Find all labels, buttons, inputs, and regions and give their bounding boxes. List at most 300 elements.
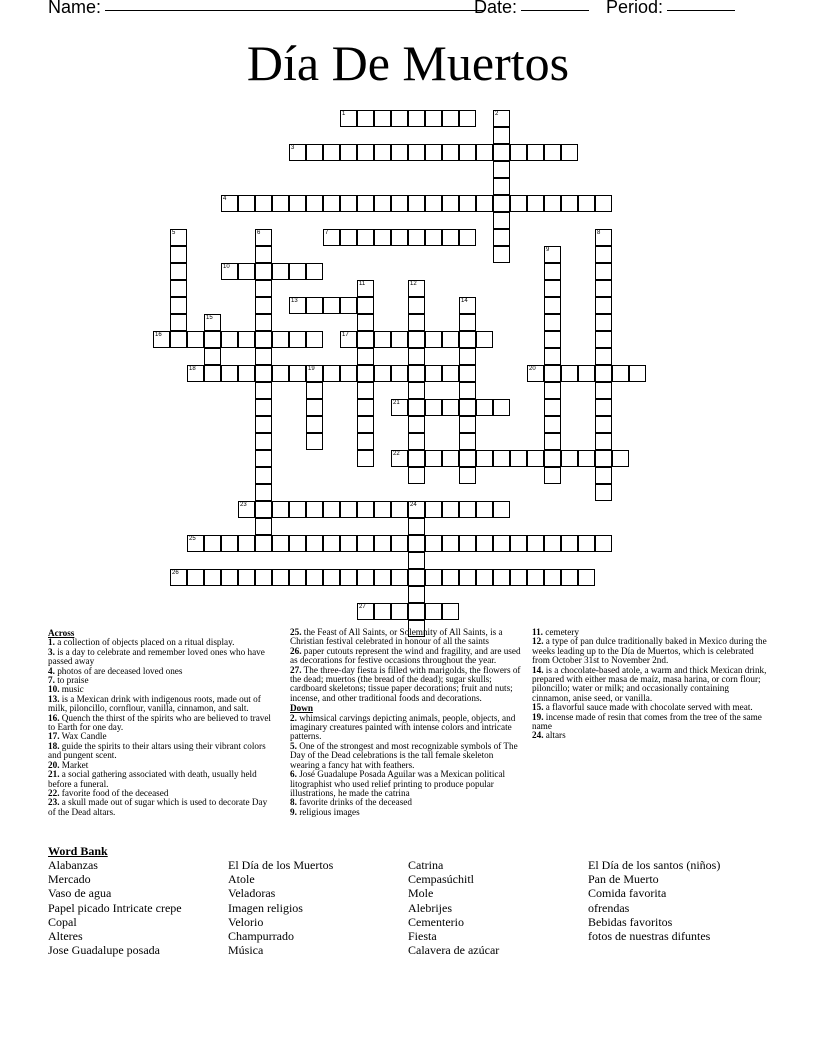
grid-cell[interactable] [561, 365, 578, 382]
grid-cell[interactable] [595, 348, 612, 365]
grid-cell[interactable] [595, 382, 612, 399]
grid-cell[interactable] [170, 280, 187, 297]
grid-cell[interactable] [408, 569, 425, 586]
grid-cell[interactable] [221, 195, 238, 212]
grid-cell[interactable] [357, 297, 374, 314]
grid-cell[interactable] [306, 263, 323, 280]
grid-cell[interactable] [493, 127, 510, 144]
grid-cell[interactable] [595, 484, 612, 501]
grid-cell[interactable] [544, 331, 561, 348]
grid-cell[interactable] [544, 263, 561, 280]
grid-cell[interactable] [544, 467, 561, 484]
grid-cell[interactable] [493, 212, 510, 229]
grid-cell[interactable] [595, 314, 612, 331]
grid-cell[interactable] [595, 280, 612, 297]
grid-cell[interactable] [306, 416, 323, 433]
grid-cell[interactable] [374, 110, 391, 127]
grid-cell[interactable] [425, 535, 442, 552]
grid-cell[interactable] [544, 144, 561, 161]
grid-cell[interactable] [476, 535, 493, 552]
grid-cell[interactable] [221, 365, 238, 382]
grid-cell[interactable] [272, 535, 289, 552]
grid-cell[interactable] [272, 195, 289, 212]
grid-cell[interactable] [204, 314, 221, 331]
grid-cell[interactable] [221, 535, 238, 552]
grid-cell[interactable] [391, 229, 408, 246]
grid-cell[interactable] [595, 467, 612, 484]
grid-cell[interactable] [561, 450, 578, 467]
grid-cell[interactable] [374, 229, 391, 246]
grid-cell[interactable] [170, 229, 187, 246]
grid-cell[interactable] [408, 501, 425, 518]
grid-cell[interactable] [255, 382, 272, 399]
grid-cell[interactable] [357, 229, 374, 246]
grid-cell[interactable] [459, 348, 476, 365]
grid-cell[interactable] [527, 569, 544, 586]
grid-cell[interactable] [442, 144, 459, 161]
grid-cell[interactable] [578, 195, 595, 212]
grid-cell[interactable] [510, 569, 527, 586]
grid-cell[interactable] [476, 569, 493, 586]
grid-cell[interactable] [493, 569, 510, 586]
grid-cell[interactable] [425, 603, 442, 620]
grid-cell[interactable] [374, 331, 391, 348]
grid-cell[interactable] [408, 450, 425, 467]
grid-cell[interactable] [612, 450, 629, 467]
grid-cell[interactable] [544, 535, 561, 552]
grid-cell[interactable] [595, 433, 612, 450]
word-bank-item: Fiesta [408, 929, 437, 944]
grid-cell[interactable] [595, 263, 612, 280]
grid-cell[interactable] [408, 586, 425, 603]
grid-cell[interactable] [255, 280, 272, 297]
grid-cell[interactable] [340, 569, 357, 586]
grid-cell[interactable] [425, 229, 442, 246]
grid-cell[interactable] [527, 195, 544, 212]
grid-cell[interactable] [408, 365, 425, 382]
clue-item [48, 798, 276, 817]
grid-cell[interactable] [357, 433, 374, 450]
grid-cell[interactable] [255, 450, 272, 467]
grid-cell[interactable] [306, 144, 323, 161]
grid-cell[interactable] [612, 365, 629, 382]
grid-cell[interactable] [578, 365, 595, 382]
clue-item [290, 647, 524, 666]
grid-cell[interactable] [289, 144, 306, 161]
grid-cell[interactable] [374, 144, 391, 161]
grid-cell[interactable] [459, 195, 476, 212]
grid-cell[interactable] [544, 246, 561, 263]
grid-cell[interactable] [306, 297, 323, 314]
grid-cell[interactable] [255, 348, 272, 365]
grid-cell[interactable] [544, 195, 561, 212]
grid-cell[interactable] [238, 195, 255, 212]
grid-cell[interactable] [357, 280, 374, 297]
grid-cell[interactable] [374, 195, 391, 212]
grid-cell[interactable] [357, 195, 374, 212]
grid-cell[interactable] [255, 314, 272, 331]
grid-cell[interactable] [357, 110, 374, 127]
grid-cell[interactable] [408, 433, 425, 450]
grid-cell[interactable] [510, 450, 527, 467]
grid-cell[interactable] [170, 314, 187, 331]
grid-cell[interactable] [306, 569, 323, 586]
grid-cell[interactable] [561, 195, 578, 212]
grid-cell[interactable] [408, 603, 425, 620]
grid-cell[interactable] [374, 501, 391, 518]
grid-cell[interactable] [340, 195, 357, 212]
grid-cell[interactable] [204, 348, 221, 365]
grid-cell[interactable] [204, 331, 221, 348]
grid-cell[interactable] [221, 569, 238, 586]
grid-cell[interactable] [289, 297, 306, 314]
grid-cell[interactable] [527, 365, 544, 382]
grid-cell[interactable] [476, 399, 493, 416]
grid-cell[interactable] [272, 365, 289, 382]
grid-cell[interactable] [595, 297, 612, 314]
grid-cell[interactable] [510, 535, 527, 552]
grid-cell[interactable] [221, 263, 238, 280]
grid-cell[interactable] [255, 399, 272, 416]
grid-cell[interactable] [544, 280, 561, 297]
grid-cell[interactable] [459, 382, 476, 399]
grid-cell[interactable] [357, 399, 374, 416]
grid-cell[interactable] [493, 399, 510, 416]
grid-cell[interactable] [425, 331, 442, 348]
grid-cell[interactable] [255, 365, 272, 382]
grid-cell[interactable] [544, 365, 561, 382]
grid-cell[interactable] [170, 297, 187, 314]
grid-cell[interactable] [272, 501, 289, 518]
grid-cell[interactable] [289, 365, 306, 382]
grid-cell[interactable] [391, 365, 408, 382]
grid-cell[interactable] [442, 110, 459, 127]
grid-cell[interactable] [408, 297, 425, 314]
grid-cell[interactable] [391, 535, 408, 552]
grid-cell[interactable] [408, 552, 425, 569]
grid-cell[interactable] [255, 433, 272, 450]
grid-cell[interactable] [408, 229, 425, 246]
grid-cell[interactable] [527, 535, 544, 552]
grid-cell[interactable] [238, 501, 255, 518]
grid-cell[interactable] [306, 331, 323, 348]
grid-cell[interactable] [306, 365, 323, 382]
grid-cell[interactable] [391, 501, 408, 518]
clue-text: Wax Candle [59, 731, 107, 742]
grid-cell[interactable] [561, 144, 578, 161]
grid-cell[interactable] [595, 246, 612, 263]
grid-cell[interactable] [493, 161, 510, 178]
grid-cell[interactable] [408, 110, 425, 127]
grid-cell[interactable] [459, 331, 476, 348]
grid-cell[interactable] [476, 501, 493, 518]
grid-cell[interactable] [544, 348, 561, 365]
grid-cell[interactable] [170, 331, 187, 348]
grid-cell[interactable] [442, 501, 459, 518]
grid-cell[interactable] [425, 110, 442, 127]
clue-number: 16 [155, 332, 162, 338]
grid-cell[interactable] [204, 535, 221, 552]
grid-cell[interactable] [493, 501, 510, 518]
grid-cell[interactable] [357, 569, 374, 586]
grid-cell[interactable] [187, 331, 204, 348]
grid-cell[interactable] [340, 501, 357, 518]
grid-cell[interactable] [323, 535, 340, 552]
grid-cell[interactable] [459, 314, 476, 331]
grid-cell[interactable] [408, 416, 425, 433]
grid-cell[interactable] [357, 382, 374, 399]
grid-cell[interactable] [425, 399, 442, 416]
grid-cell[interactable] [595, 535, 612, 552]
grid-cell[interactable] [357, 450, 374, 467]
grid-cell[interactable] [476, 450, 493, 467]
grid-cell[interactable] [204, 569, 221, 586]
grid-cell[interactable] [408, 314, 425, 331]
grid-cell[interactable] [595, 195, 612, 212]
grid-cell[interactable] [391, 331, 408, 348]
grid-cell[interactable] [238, 535, 255, 552]
grid-cell[interactable] [357, 144, 374, 161]
grid-cell[interactable] [357, 535, 374, 552]
grid-cell[interactable] [595, 416, 612, 433]
grid-cell[interactable] [255, 297, 272, 314]
grid-cell[interactable] [255, 229, 272, 246]
grid-cell[interactable] [255, 535, 272, 552]
grid-cell[interactable] [459, 501, 476, 518]
name-label: Name: [48, 0, 102, 17]
grid-cell[interactable] [493, 144, 510, 161]
grid-cell[interactable] [340, 297, 357, 314]
grid-cell[interactable] [306, 382, 323, 399]
grid-cell[interactable] [561, 569, 578, 586]
grid-cell[interactable] [595, 331, 612, 348]
grid-cell[interactable] [442, 535, 459, 552]
grid-cell[interactable] [459, 467, 476, 484]
grid-cell[interactable] [442, 365, 459, 382]
grid-cell[interactable] [442, 450, 459, 467]
grid-cell[interactable] [153, 331, 170, 348]
grid-cell[interactable] [238, 569, 255, 586]
grid-cell[interactable] [323, 365, 340, 382]
grid-cell[interactable] [408, 331, 425, 348]
grid-cell[interactable] [493, 450, 510, 467]
grid-cell[interactable] [374, 535, 391, 552]
grid-cell[interactable] [357, 416, 374, 433]
grid-cell[interactable] [289, 501, 306, 518]
grid-cell[interactable] [544, 416, 561, 433]
grid-cell[interactable] [391, 195, 408, 212]
grid-cell[interactable] [544, 382, 561, 399]
grid-cell[interactable] [544, 450, 561, 467]
grid-cell[interactable] [289, 195, 306, 212]
grid-cell[interactable] [425, 144, 442, 161]
grid-cell[interactable] [629, 365, 646, 382]
grid-cell[interactable] [442, 331, 459, 348]
grid-cell[interactable] [408, 144, 425, 161]
grid-cell[interactable] [442, 603, 459, 620]
grid-cell[interactable] [408, 280, 425, 297]
clue-text: a collection of objects placed on a ritual display. [54, 637, 235, 648]
grid-cell[interactable] [357, 501, 374, 518]
grid-cell[interactable] [544, 433, 561, 450]
grid-cell[interactable] [544, 297, 561, 314]
grid-cell[interactable] [510, 195, 527, 212]
grid-cell[interactable] [255, 195, 272, 212]
grid-cell[interactable] [442, 569, 459, 586]
grid-cell[interactable] [170, 246, 187, 263]
grid-cell[interactable] [238, 331, 255, 348]
grid-cell[interactable] [255, 569, 272, 586]
grid-cell[interactable] [255, 467, 272, 484]
grid-cell[interactable] [527, 144, 544, 161]
grid-cell[interactable] [527, 450, 544, 467]
grid-cell[interactable] [476, 144, 493, 161]
clue-number: 20 [529, 366, 536, 372]
grid-cell[interactable] [391, 399, 408, 416]
grid-cell[interactable] [357, 331, 374, 348]
grid-cell[interactable] [561, 535, 578, 552]
grid-cell[interactable] [459, 416, 476, 433]
grid-cell[interactable] [170, 263, 187, 280]
grid-cell[interactable] [459, 144, 476, 161]
grid-cell[interactable] [340, 535, 357, 552]
grid-cell[interactable] [272, 569, 289, 586]
grid-cell[interactable] [187, 569, 204, 586]
grid-cell[interactable] [459, 297, 476, 314]
grid-cell[interactable] [289, 535, 306, 552]
grid-cell[interactable] [442, 229, 459, 246]
grid-cell[interactable] [459, 535, 476, 552]
grid-cell[interactable] [459, 569, 476, 586]
grid-cell[interactable] [408, 348, 425, 365]
grid-cell[interactable] [459, 433, 476, 450]
grid-cell[interactable] [578, 569, 595, 586]
grid-cell[interactable] [323, 229, 340, 246]
grid-cell[interactable] [408, 535, 425, 552]
grid-cell[interactable] [391, 569, 408, 586]
grid-cell[interactable] [340, 331, 357, 348]
grid-cell[interactable] [221, 331, 238, 348]
grid-cell[interactable] [459, 450, 476, 467]
grid-cell[interactable] [391, 603, 408, 620]
grid-cell[interactable] [425, 195, 442, 212]
grid-cell[interactable] [425, 365, 442, 382]
grid-cell[interactable] [289, 331, 306, 348]
grid-cell[interactable] [493, 246, 510, 263]
grid-cell[interactable] [391, 450, 408, 467]
grid-cell[interactable] [306, 535, 323, 552]
grid-cell[interactable] [408, 382, 425, 399]
grid-cell[interactable] [255, 331, 272, 348]
grid-cell[interactable] [408, 467, 425, 484]
grid-cell[interactable] [391, 144, 408, 161]
grid-cell[interactable] [323, 297, 340, 314]
grid-cell[interactable] [357, 365, 374, 382]
grid-cell[interactable] [493, 195, 510, 212]
grid-cell[interactable] [442, 195, 459, 212]
grid-cell[interactable] [187, 365, 204, 382]
grid-cell[interactable] [306, 195, 323, 212]
grid-cell[interactable] [578, 450, 595, 467]
grid-cell[interactable] [595, 229, 612, 246]
grid-cell[interactable] [408, 195, 425, 212]
grid-cell[interactable] [425, 569, 442, 586]
grid-cell[interactable] [272, 263, 289, 280]
grid-cell[interactable] [323, 195, 340, 212]
grid-cell[interactable] [391, 110, 408, 127]
clue-number-label: 14. [532, 664, 544, 675]
grid-cell[interactable] [255, 263, 272, 280]
grid-cell[interactable] [255, 484, 272, 501]
grid-cell[interactable] [544, 569, 561, 586]
grid-cell[interactable] [459, 229, 476, 246]
grid-cell[interactable] [255, 518, 272, 535]
grid-cell[interactable] [595, 365, 612, 382]
grid-cell[interactable] [289, 263, 306, 280]
grid-cell[interactable] [459, 365, 476, 382]
grid-cell[interactable] [323, 501, 340, 518]
grid-cell[interactable] [306, 433, 323, 450]
clue-number-label: 27. [290, 664, 302, 675]
grid-cell[interactable] [476, 331, 493, 348]
grid-cell[interactable] [323, 569, 340, 586]
grid-cell[interactable] [595, 399, 612, 416]
grid-cell[interactable] [255, 501, 272, 518]
grid-cell[interactable] [544, 314, 561, 331]
grid-cell[interactable] [408, 518, 425, 535]
grid-cell[interactable] [510, 144, 527, 161]
grid-cell[interactable] [357, 314, 374, 331]
grid-cell[interactable] [459, 399, 476, 416]
clue-text: to praise [54, 675, 89, 686]
grid-cell[interactable] [238, 365, 255, 382]
grid-cell[interactable] [493, 229, 510, 246]
grid-cell[interactable] [374, 569, 391, 586]
grid-cell[interactable] [306, 399, 323, 416]
grid-cell[interactable] [374, 365, 391, 382]
grid-cell[interactable] [476, 195, 493, 212]
grid-cell[interactable] [170, 569, 187, 586]
grid-cell[interactable] [323, 144, 340, 161]
grid-cell[interactable] [340, 144, 357, 161]
grid-cell[interactable] [204, 365, 221, 382]
grid-cell[interactable] [374, 603, 391, 620]
grid-cell[interactable] [340, 365, 357, 382]
grid-cell[interactable] [340, 229, 357, 246]
grid-cell[interactable] [442, 399, 459, 416]
grid-cell[interactable] [272, 331, 289, 348]
grid-cell[interactable] [306, 501, 323, 518]
grid-cell[interactable] [578, 535, 595, 552]
grid-cell[interactable] [357, 348, 374, 365]
grid-cell[interactable] [255, 416, 272, 433]
grid-cell[interactable] [595, 450, 612, 467]
grid-cell[interactable] [425, 450, 442, 467]
grid-cell[interactable] [408, 399, 425, 416]
grid-cell[interactable] [238, 263, 255, 280]
grid-cell[interactable] [493, 110, 510, 127]
grid-cell[interactable] [544, 399, 561, 416]
grid-cell[interactable] [187, 535, 204, 552]
grid-cell[interactable] [493, 535, 510, 552]
grid-cell[interactable] [289, 569, 306, 586]
grid-cell[interactable] [255, 246, 272, 263]
grid-cell[interactable] [357, 603, 374, 620]
grid-cell[interactable] [425, 501, 442, 518]
grid-cell[interactable] [493, 178, 510, 195]
grid-cell[interactable] [340, 110, 357, 127]
grid-cell[interactable] [459, 110, 476, 127]
